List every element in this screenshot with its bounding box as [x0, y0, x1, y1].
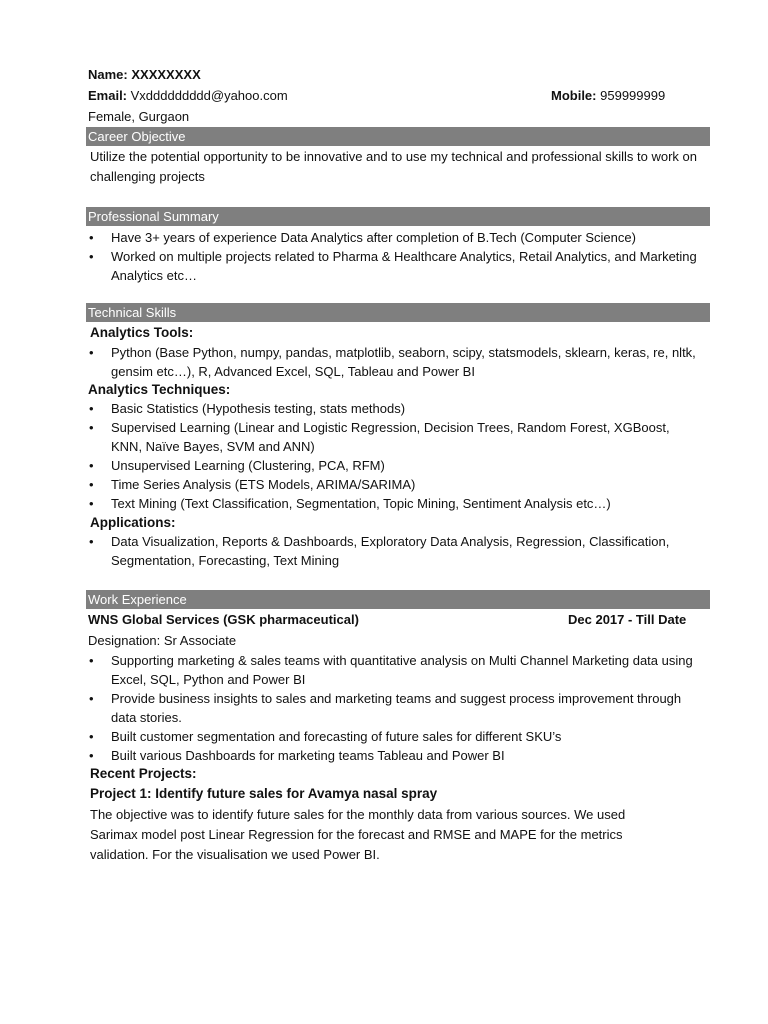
- list-item: • Supervised Learning (Linear and Logistic Regression, Decision Trees, Random Forest, XGBoost, KNN, Naïve Bayes, SVM and ANN): [88, 418, 700, 456]
- applications-heading: Applications:: [90, 515, 176, 530]
- analytics-techniques-heading: Analytics Techniques:: [88, 382, 231, 397]
- employment-dates: Dec 2017 - Till Date: [568, 612, 687, 627]
- analytics-tools-list: [88, 343, 700, 381]
- mobile-label: Mobile:: [551, 88, 597, 103]
- list-item: • Basic Statistics (Hypothesis testing, stats methods): [88, 399, 700, 418]
- designation: Designation: Sr Associate: [88, 633, 237, 648]
- list-item: • Built customer segmentation and forecasting of future sales for different SKU’s: [88, 727, 700, 746]
- name-value: XXXXXXXX: [131, 67, 201, 82]
- technical-skills-heading: Technical Skills: [86, 303, 710, 322]
- professional-summary-heading: Professional Summary: [86, 207, 710, 226]
- name-line: [88, 65, 710, 84]
- work-experience-heading: Work Experience: [86, 590, 710, 609]
- email-value: Vxddddddddd@yahoo.com: [130, 88, 288, 103]
- list-item: • Time Series Analysis (ETS Models, ARIMA/SARIMA): [88, 475, 700, 494]
- analytics-tools-heading: Analytics Tools:: [90, 325, 194, 340]
- list-item: • Data Visualization, Reports & Dashboards, Exploratory Data Analysis, Regression, Classification, Segmentation, Forecasting, Text Mining: [88, 532, 700, 570]
- list-item: • Built various Dashboards for marketing teams Tableau and Power BI: [88, 746, 700, 765]
- name-label: Name:: [88, 67, 128, 82]
- analytics-techniques-list: [88, 399, 700, 513]
- list-item: • Text Mining (Text Classification, Segmentation, Topic Mining, Sentiment Analysis etc…): [88, 494, 700, 513]
- mobile-line: [551, 86, 665, 105]
- company-name: WNS Global Services (GSK pharmaceutical): [88, 612, 359, 627]
- list-item: • Unsupervised Learning (Clustering, PCA, RFM): [88, 456, 700, 475]
- list-item: • Provide business insights to sales and marketing teams and suggest process improvement through data stories.: [88, 689, 700, 727]
- list-item: • Worked on multiple projects related to Pharma & Healthcare Analytics, Retail Analytics, and Marketing Analytics etc…: [88, 247, 700, 285]
- project-title: Project 1: Identify future sales for Avamya nasal spray: [90, 786, 438, 801]
- applications-list: [88, 532, 700, 570]
- list-item: • Have 3+ years of experience Data Analytics after completion of B.Tech (Computer Science): [88, 228, 700, 247]
- gender-location: Female, Gurgaon: [88, 109, 190, 124]
- professional-summary-list: [88, 228, 700, 285]
- mobile-value: 959999999: [600, 88, 666, 103]
- email-label: Email:: [88, 88, 128, 103]
- recent-projects-heading: Recent Projects:: [90, 766, 197, 781]
- work-experience-list: [88, 651, 700, 765]
- list-item: • Supporting marketing & sales teams with quantitative analysis on Multi Channel Marketing data using Excel, SQL, Python and Power BI: [88, 651, 700, 689]
- project-description: The objective was to identify future sales for the monthly data from various sources. We used Sarimax model post Linear Regression for the forecast and RMSE and MAPE for the metrics validation. For the visualisation we used Power BI.: [90, 807, 626, 862]
- career-objective-heading: Career Objective: [86, 127, 710, 146]
- career-objective-text: Utilize the potential opportunity to be innovative and to use my technical and professional skills to work on challenging projects: [90, 149, 698, 184]
- list-item: • Python (Base Python, numpy, pandas, matplotlib, seaborn, scipy, statsmodels, sklearn, keras, re, nltk, gensim etc…), R, Advanced Excel, SQL, Tableau and Power BI: [88, 343, 700, 381]
